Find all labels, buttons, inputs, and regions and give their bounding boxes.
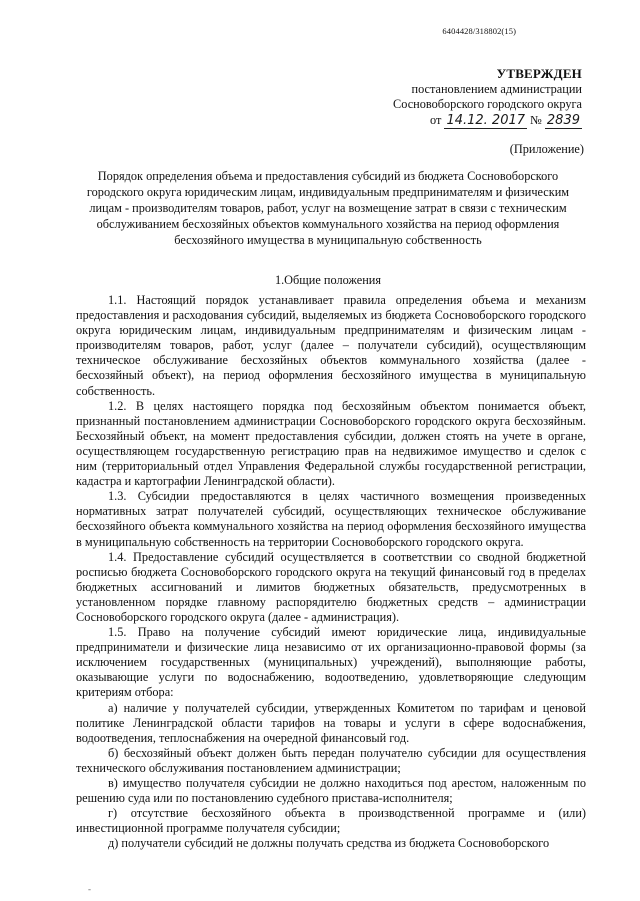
appendix-label: (Приложение) <box>509 142 584 156</box>
paragraph: а) наличие у получателей субсидии, утвержденных Комитетом по тарифам и ценовой политике Ленинградской области тарифов на товары и услуги в сфере водоснабжения, водоотведения, теплоснабжения на очередной финансовый год. <box>76 700 586 745</box>
section-heading: 1.Общие положения <box>274 273 382 287</box>
approval-title: УТВЕРЖДЕН <box>496 66 582 81</box>
paragraph: 1.2. В целях настоящего порядка под бесхозяйным объектом понимается объект, признанный постановлением администрации Сосновоборского городского округа бесхозяйным. Бесхозяйный объект, на момент предоставления субсидии, должен стоять на учете в органе, осуществляющем государственную регистрацию прав на недвижимое имущество и сделок с ним (территориальный отдел Управления Федеральной службы государственной регистрации, кадастра и картографии Ленинградской области). <box>76 398 586 489</box>
handwritten-date: 14.12. 2017 <box>446 112 526 128</box>
paragraph: б) бесхозяйный объект должен быть передан получателю субсидии для осуществления технического обслуживания постановлением администрации; <box>76 745 586 775</box>
document-title: Порядок определения объема и предоставления субсидий из бюджета Сосновоборского городского округа юридическим лицам, индивидуальным предпринимателям и физическим лицам - производителям товаров, работ, услуг на возмещение затрат в связи с техническим обслуживанием бесхозяйных объектов коммунального хозяйства на период оформления бесхозяйного имущества в муниципальную собственность <box>86 169 570 247</box>
paragraph: 1.1. Настоящий порядок устанавливает правила определения объема и механизм предоставления и расходования субсидий, выделяемых из бюджета Сосновоборского городского округа юридическим лицам, индивидуальным предпринимателям и физическим лицам - производителям товаров, работ, услуг (далее – получатели субсидий), осуществляющим техническое обслуживание бесхозяйных объектов коммунального хозяйства (далее - бесхозяйный объект), на период оформления бесхозяйного имущества в муниципальную собственность. <box>76 293 586 398</box>
paragraph: д) получатели субсидий не должны получать средства из бюджета Сосновоборского <box>108 836 550 851</box>
paragraph: г) отсутствие бесхозяйного объекта в производственной программе и (или) инвестиционной программе получателя субсидии; <box>76 806 586 836</box>
approval-line-1: постановлением администрации <box>411 81 582 96</box>
number-label: № <box>530 112 542 127</box>
document-number: 6404428/318802(15) <box>442 26 516 36</box>
paragraph: 1.5. Право на получение субсидий имеют юридические лица, индивидуальные предприниматели и физические лица независимо от их организационно-правовой формы (за исключением государственных (муниципальных) учреждений), выполняющие работы, оказывающие услуги по водоснабжению, водоотведению, удовлетворяющие следующим критериям отбора: <box>76 625 586 700</box>
handwritten-number: 2839 <box>546 112 580 128</box>
footer-mark: - <box>88 884 91 894</box>
approval-line-2: Сосновоборского городского округа <box>393 97 582 112</box>
paragraph: 1.4. Предоставление субсидий осуществляется в соответствии со сводной бюджетной росписью бюджета Сосновоборского городского округа на текущий финансовый год в пределах бюджетных ассигнований и лимитов бюджетных обязательств, предусмотренных в установленном порядке главному распорядителю бюджетных средств – администрации Сосновоборского городского округа (далее - администрация). <box>76 549 586 624</box>
approval-date-line <box>322 113 582 129</box>
approval-block <box>322 66 582 128</box>
paragraph: 1.3. Субсидии предоставляются в целях частичного возмещения произведенных нормативных затрат получателей субсидий, осуществляющих техническое обслуживание бесхозяйного объекта коммунального хозяйства на период оформления бесхозяйного имущества в муниципальную собственность на территории Сосновоборского городского округа. <box>76 489 586 549</box>
from-label: от <box>429 112 442 127</box>
document-body <box>76 293 586 851</box>
paragraph: в) имущество получателя субсидии не должно находиться под арестом, наложенным по решению суда или по постановлению судебного пристава-исполнителя; <box>76 776 586 806</box>
